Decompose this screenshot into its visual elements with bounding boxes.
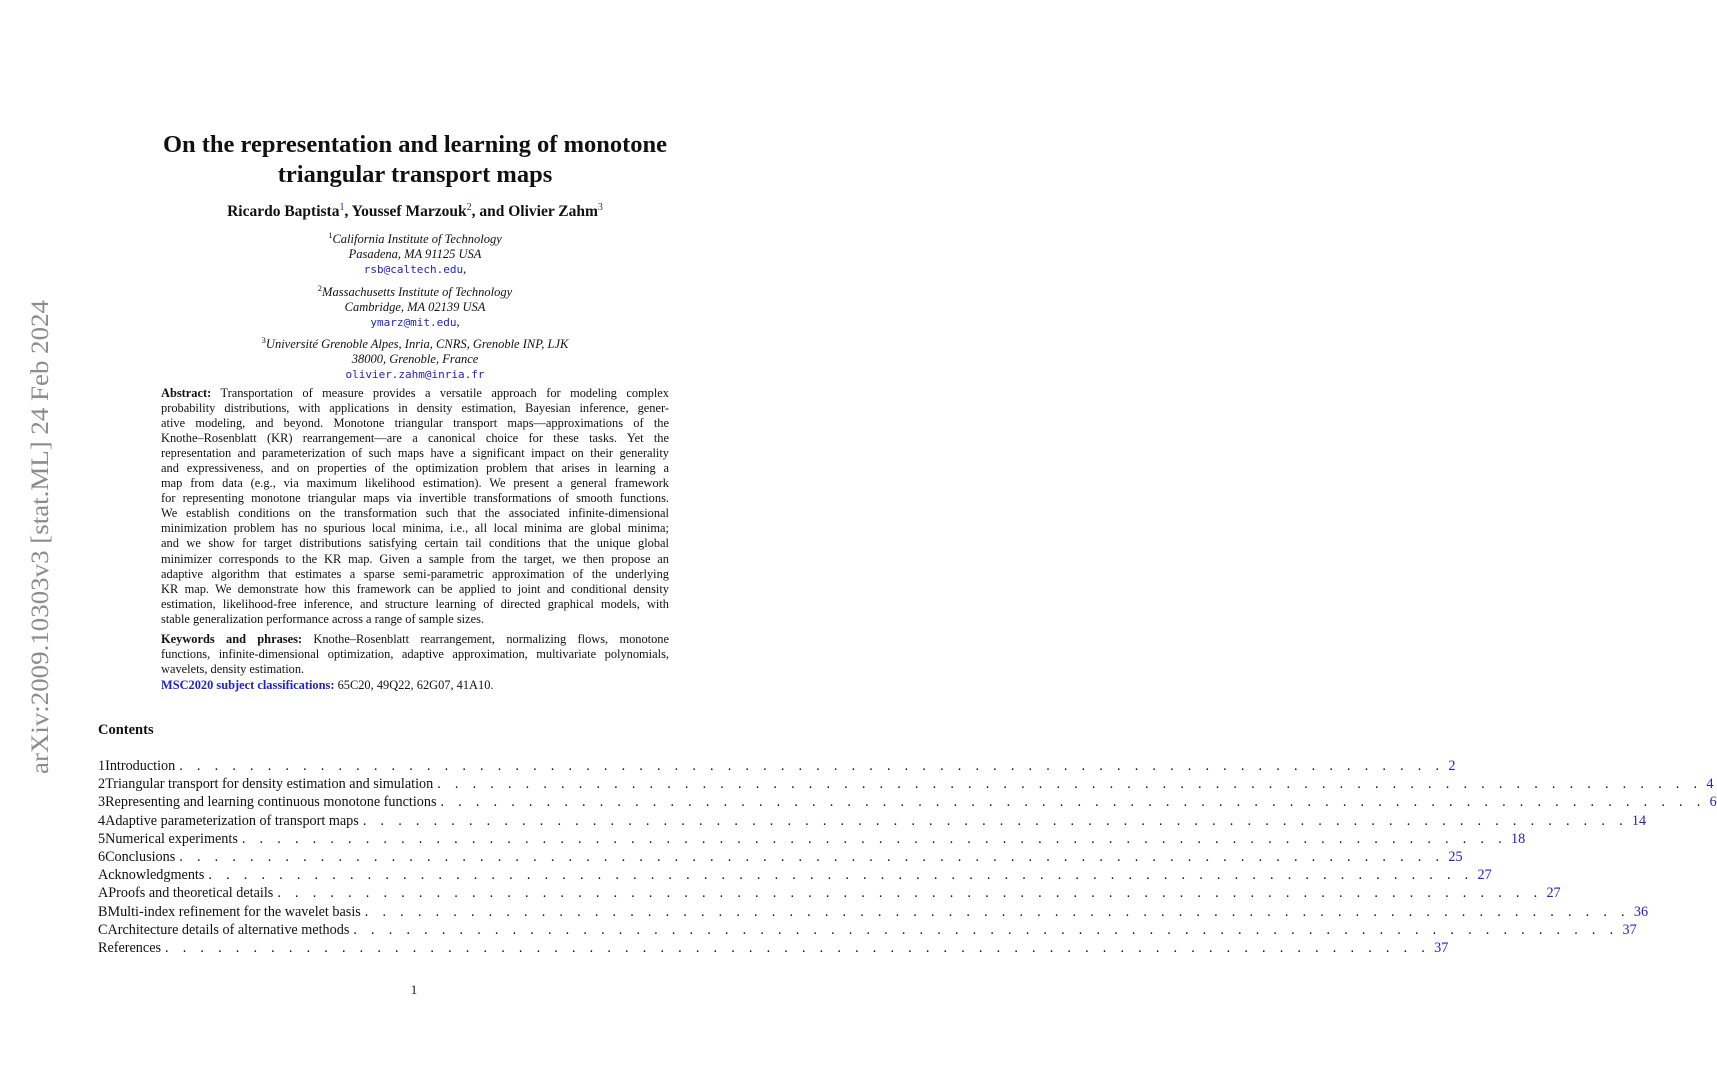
author-affil-mark[interactable]: 2 (466, 202, 472, 213)
toc-entry-page-link[interactable]: 37 (1434, 939, 1449, 956)
toc-entry-page-link[interactable]: 4 (1706, 776, 1714, 793)
toc-entry-number: 4 (98, 812, 106, 829)
affiliation-institution: Massachusetts Institute of Technology (322, 285, 513, 300)
title-line-1: On the representation and learning of monotone (162, 131, 668, 158)
abstract-line: stable generalization performance across a range of sample sizes. (161, 611, 485, 626)
keywords-line: wavelets, density estimation. (161, 662, 305, 677)
affiliation-address: Pasadena, MA 91125 USA (348, 247, 482, 262)
toc-entry[interactable] (98, 884, 1561, 902)
toc-leader-dots: . . . . . . . . . . . . . . . . . . . . . . . . . . . . . . . . . . . . . . . . . . . . . . . . . . . . . . . . . . . . . . . . . . . . . . . . (437, 776, 1703, 793)
affiliation-block (160, 281, 670, 330)
toc-entry[interactable] (98, 903, 1649, 921)
toc-entry-number: B (98, 903, 108, 920)
abstract-line: ative modeling, and beyond. Monotone triangular transport maps—approximations of the (161, 416, 669, 431)
toc-entry[interactable] (98, 939, 1449, 957)
affiliation-institution: Université Grenoble Alpes, Inria, CNRS, Grenoble INP, LJK (265, 337, 569, 352)
toc-entry[interactable] (98, 866, 1492, 884)
keywords-label: Keywords and phrases: (161, 632, 303, 646)
toc-leader-dots: . . . . . . . . . . . . . . . . . . . . . . . . . . . . . . . . . . . . . . . . . . . . . . . . . . . . . . . . . . . . . . . . . . . . . . . . (179, 848, 1445, 865)
msc-link[interactable]: MSC2020 subject classifications: (161, 678, 335, 692)
author-separator: , (344, 203, 352, 221)
toc-entry-title: Adaptive parameterization of transport maps (105, 812, 359, 829)
affiliation-mark: 1 (328, 230, 333, 240)
affiliation-address: 38000, Grenoble, France (351, 352, 479, 367)
abstract-line: probability distributions, with applications in density estimation, Bayesian inference, gener- (161, 401, 669, 416)
abstract-label: Abstract: (161, 386, 212, 400)
toc-entry-number: 6 (98, 848, 106, 865)
toc-entry-title: Representing and learning continuous monotone functions (105, 794, 437, 811)
toc-entry-title: Numerical experiments (105, 830, 238, 847)
affiliation-trail: , (456, 315, 460, 330)
arxiv-stamp (6, 298, 66, 778)
toc-entry-title: Multi-index refinement for the wavelet basis (107, 903, 361, 920)
arxiv-stamp-svg (6, 298, 66, 778)
toc-entry-title: Acknowledgments (98, 867, 205, 884)
author-name: Olivier Zahm (508, 203, 598, 221)
affiliation-email-link[interactable]: rsb@caltech.edu (363, 263, 464, 277)
contents-heading: Contents (98, 722, 154, 738)
toc-entry[interactable] (98, 848, 1463, 866)
title-line-2: triangular transport maps (277, 161, 553, 188)
toc-entry-page-link[interactable]: 14 (1631, 812, 1647, 829)
toc-entry-page-link[interactable]: 27 (1546, 885, 1561, 902)
toc-entry-page-link[interactable]: 27 (1477, 867, 1492, 884)
toc-entry[interactable] (98, 793, 1717, 811)
toc-entry-title: Introduction (105, 758, 176, 774)
toc-entry-page-link[interactable]: 37 (1622, 921, 1637, 938)
author-separator: , and (471, 203, 509, 221)
toc-leader-dots: . . . . . . . . . . . . . . . . . . . . . . . . . . . . . . . . . . . . . . . . . . . . . . . . . . . . . . . . . . . . . . . . . . . . . . . . (362, 812, 1628, 829)
abstract-line: map from data (e.g., via maximum likelihood estimation). We present a general framework (161, 476, 669, 491)
toc-entry-number: A (98, 885, 109, 902)
toc-entry-page-link[interactable]: 6 (1709, 794, 1717, 811)
abstract (161, 386, 669, 627)
toc-entry-title: Conclusions (105, 848, 176, 865)
toc-entry-number: 2 (98, 776, 106, 793)
affiliation-email-link[interactable]: olivier.zahm@inria.fr (345, 368, 485, 382)
author-name: Ricardo Baptista (227, 203, 340, 221)
abstract-line: Knothe–Rosenblatt (KR) rearrangement—are a canonical choice for these tasks. Yet the (161, 431, 669, 446)
toc-entry-title: Triangular transport for density estimation and simulation (105, 776, 434, 793)
abstract-line: and expressiveness, and on properties of the optimization problem that arises in learning a (161, 461, 669, 476)
author-affil-mark[interactable]: 3 (597, 202, 603, 213)
abstract-line: KR map. We demonstrate how this framework can be applied to joint and conditional density (161, 581, 669, 596)
keywords (161, 632, 669, 677)
toc-entry-title: Architecture details of alternative methods (107, 921, 350, 938)
affiliation-mark: 3 (261, 335, 266, 345)
abstract-line: estimation, likelihood-free inference, and structure learning of directed graphical models, with (161, 596, 669, 611)
toc-entry[interactable] (98, 757, 1456, 775)
toc-entry-page-link[interactable]: 25 (1448, 848, 1463, 865)
toc-entry-number: 3 (98, 794, 106, 811)
affiliation-block (160, 333, 670, 382)
affiliation-address: Cambridge, MA 02139 USA (344, 300, 486, 315)
abstract-line: adaptive algorithm that estimates a sparse semi-parametric approximation of the underlying (161, 566, 669, 581)
page-number: 1 (410, 983, 418, 997)
author-affil-mark[interactable]: 1 (339, 202, 345, 213)
abstract-line: Transportation of measure provides a versatile approach for modeling complex (220, 386, 669, 400)
toc-entry-number: 1 (98, 758, 106, 774)
toc-entry-title: Proofs and theoretical details (108, 885, 274, 902)
paper-title (110, 130, 720, 190)
toc-leader-dots: . . . . . . . . . . . . . . . . . . . . . . . . . . . . . . . . . . . . . . . . . . . . . . . . . . . . . . . . . . . . . . . . . . . . . . . . (208, 867, 1474, 884)
abstract-line: minimization problem has no spurious local minima, i.e., all local minima are global minima; (161, 521, 669, 536)
keywords-line: functions, infinite-dimensional optimization, adaptive approximation, multivariate polynomials, (161, 647, 669, 662)
toc-entry-title: References (98, 939, 162, 956)
author-list (110, 202, 720, 221)
abstract-line: We establish conditions on the transformation such that the associated infinite-dimensional (161, 506, 669, 521)
abstract-line: and we show for target distributions satisfying certain tail conditions that the unique global (161, 536, 669, 551)
affiliation-email-link[interactable]: ymarz@mit.edu (370, 316, 457, 330)
abstract-line: for representing monotone triangular maps via invertible transformations of smooth functions. (161, 491, 669, 506)
toc-entry-number: C (98, 921, 108, 938)
table-of-contents (98, 757, 1717, 957)
toc-leader-dots: . . . . . . . . . . . . . . . . . . . . . . . . . . . . . . . . . . . . . . . . . . . . . . . . . . . . . . . . . . . . . . . . . . . . . . . . (364, 903, 1630, 920)
toc-entry[interactable] (98, 812, 1647, 830)
abstract-line: minimizer corresponds to the KR map. Given a sample from the target, we then propose an (161, 551, 669, 566)
toc-leader-dots: . . . . . . . . . . . . . . . . . . . . . . . . . . . . . . . . . . . . . . . . . . . . . . . . . . . . . . . . . . . . . . . . . . . . . . . . (179, 758, 1445, 774)
msc-codes: 65C20, 49Q22, 62G07, 41A10. (337, 678, 494, 692)
toc-entry[interactable] (98, 921, 1637, 939)
msc-classifications (161, 678, 669, 693)
abstract-line: representation and parameterization of such maps have a significant impact on their generality (161, 446, 669, 461)
toc-leader-dots: . . . . . . . . . . . . . . . . . . . . . . . . . . . . . . . . . . . . . . . . . . . . . . . . . . . . . . . . . . . . . . . . . . . . . . . . (353, 921, 1619, 938)
toc-leader-dots: . . . . . . . . . . . . . . . . . . . . . . . . . . . . . . . . . . . . . . . . . . . . . . . . . . . . . . . . . . . . . . . . . . . . . . . . (241, 830, 1507, 847)
toc-leader-dots: . . . . . . . . . . . . . . . . . . . . . . . . . . . . . . . . . . . . . . . . . . . . . . . . . . . . . . . . . . . . . . . . . . . . . . . . (165, 939, 1431, 956)
toc-entry-page-link[interactable]: 36 (1633, 903, 1649, 920)
keywords-line: Knothe–Rosenblatt rearrangement, normalizing flows, monotone (313, 632, 670, 646)
toc-entry[interactable] (98, 830, 1526, 848)
toc-entry-page-link[interactable]: 18 (1510, 830, 1526, 847)
toc-entry-page-link[interactable]: 2 (1448, 758, 1456, 774)
toc-entry[interactable] (98, 775, 1714, 793)
toc-leader-dots: . . . . . . . . . . . . . . . . . . . . . . . . . . . . . . . . . . . . . . . . . . . . . . . . . . . . . . . . . . . . . . . . . . . . . . . . (440, 794, 1706, 811)
affiliation-mark: 2 (317, 283, 323, 293)
toc-leader-dots: . . . . . . . . . . . . . . . . . . . . . . . . . . . . . . . . . . . . . . . . . . . . . . . . . . . . . . . . . . . . . . . . . . . . . . . . (277, 885, 1543, 902)
affiliation-block (160, 228, 670, 277)
affiliation-institution: California Institute of Technology (332, 232, 502, 247)
arxiv-stamp-text: arXiv:2009.10303v3 [stat.ML] 24 Feb 2024 (27, 333, 54, 774)
author-name: Youssef Marzouk (351, 203, 467, 221)
toc-entry-number: 5 (98, 830, 106, 847)
affiliation-trail: , (463, 262, 467, 277)
